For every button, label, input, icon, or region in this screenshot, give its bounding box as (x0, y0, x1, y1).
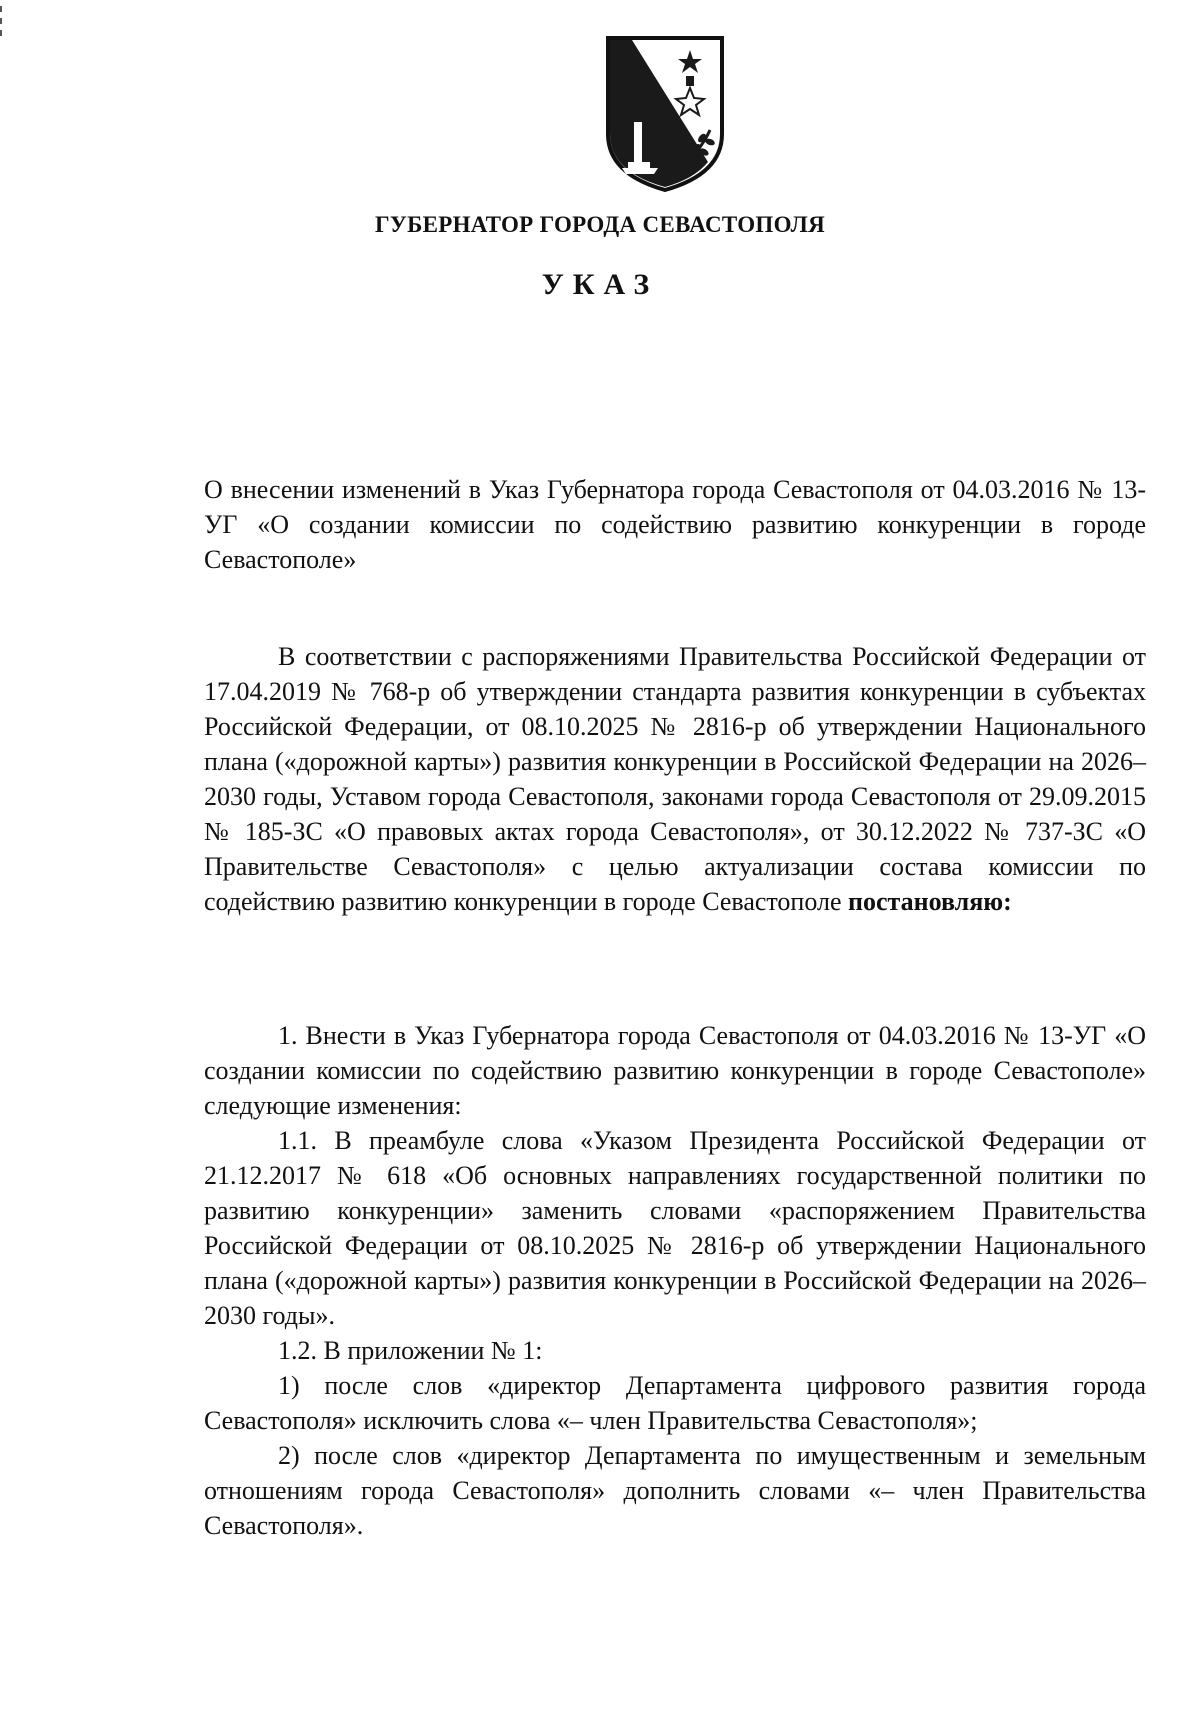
decree-word: постановляю: (848, 887, 1012, 916)
item-1-1: 1.1. В преамбуле слова «Указом Президента Российской Федерации от 21.12.2017 № 618 «Об основных направлениях государственной политики по развитию конкуренции» заменить словами «распоряжением Правительства Российской Федерации от 08.10.2025 № 2816-р об утверждении Национального плана («дорожной карты») развития конкуренции в Российской Федерации на 2026–2030 годы». (204, 1126, 1146, 1330)
preamble (204, 639, 1146, 919)
scan-edge-mark (0, 0, 4, 40)
preamble-text: В соответствии с распоряжениями Правительства Российской Федерации от 17.04.2019 № 768-р об утверждении стандарта развития конкуренции в субъектах Российской Федерации, от 08.10.2025 № 2816-р об утверждении Национального плана («дорожной карты») развития конкуренции в Российской Федерации на 2026–2030 годы, Уставом города Севастополя, законами города Севастополя от 29.09.2015 № 185-ЗС «О правовых актах города Севастополя», от 30.12.2022 № 737-ЗС «О Правительстве Севастополя» с целью актуализации состава комиссии по содействию развитию конкуренции в городе Севастополе (204, 642, 1146, 916)
preamble-paragraph (204, 639, 1146, 919)
item-1: 1. Внести в Указ Губернатора города Севастополя от 04.03.2016 № 13-УГ «О создании комиссии по содействию развитию конкуренции в городе Севастополе» следующие изменения: (204, 1021, 1146, 1120)
decree-items (204, 1018, 1146, 1543)
document-subject (204, 472, 1146, 577)
item-1-2-2: 2) после слов «директор Департамента по имущественным и земельным отношениям города Севастополя» дополнить словами «– член Правительства Севастополя». (204, 1441, 1146, 1540)
sevastopol-coat-of-arms-icon (602, 34, 728, 194)
issuing-authority: ГУБЕРНАТОР ГОРОДА СЕВАСТОПОЛЯ (374, 212, 826, 237)
item-1-2: 1.2. В приложении № 1: (278, 1336, 543, 1365)
item-1-2-1: 1) после слов «директор Департамента цифрового развития города Севастополя» исключить слова «– член Правительства Севастополя»; (204, 1371, 1146, 1435)
subject-text: О внесении изменений в Указ Губернатора города Севастополя от 04.03.2016 № 13-УГ «О создании комиссии по содействию развитию конкуренции в городе Севастополе» (204, 475, 1146, 574)
document-type-title: УКАЗ (541, 268, 659, 301)
